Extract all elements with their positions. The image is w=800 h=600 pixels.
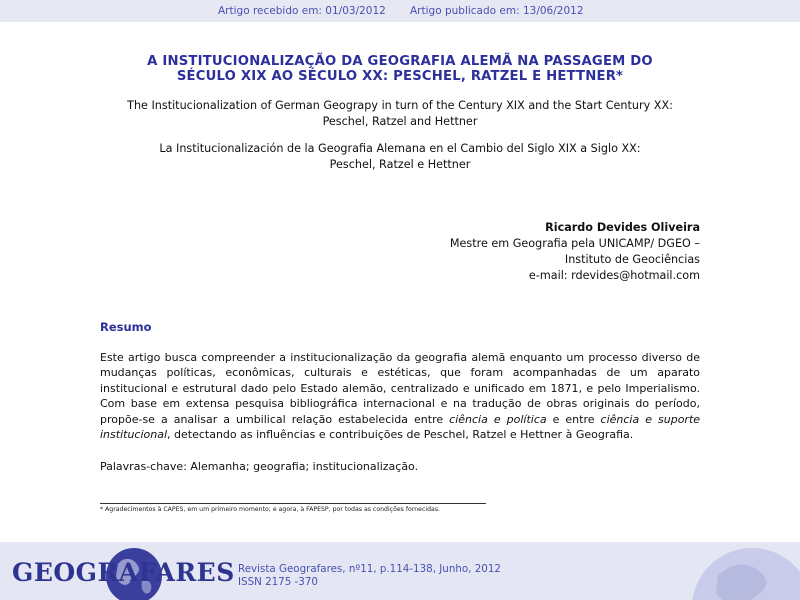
article-title [100,54,700,84]
globe-decoration-icon [688,546,800,600]
subtitle-en-line-2: Peschel, Ratzel and Hettner [322,115,478,128]
abstract-text [100,350,700,442]
title-line-1: A INSTITUCIONALIZAÇÃO DA GEOGRAFIA ALEMÃ NA PASSAGEM DO [147,54,653,69]
abstract-part-3: , detectando as influências e contribuições de Peschel, Ratzel e Hettner à Geografia. [167,428,634,442]
received-date: Artigo recebido em: 01/03/2012 [218,5,386,17]
journal-logo: GEOGRAFARES [12,558,235,587]
footnote-divider [100,503,486,504]
subtitle-en-line-1: The Institucionalization of German Geograpy in turn of the Century XIX and the Start Century XX: [127,99,673,112]
subtitle-es-line-2: Peschel, Ratzel e Hettner [329,158,471,171]
published-date: Artigo publicado em: 13/06/2012 [410,5,584,17]
footer-bar [0,542,800,600]
footnote: * Agradecimentos à CAPES, em um primeiro momento; e agora, à FAPESP, por todas as condições fornecidas. [100,506,441,513]
abstract-emphasis-2: ciência e suporte institucional [100,412,701,442]
abstract-part-2: e entre [546,412,601,426]
subtitle-spanish [90,141,710,173]
keywords: Palavras-chave: Alemanha; geografia; institucionalização. [100,460,419,473]
subtitle-english [90,98,710,130]
abstract-part-1: Este artigo busca compreender a institucionalização da geografia alemã enquanto um processo diverso de mudanças políticas, econômicas, culturais e estéticas, que foram acompanhadas de um aparato institucional e estrutural dado pelo Estado alemão, centralizado e unificado em 1871, e pelo Imperialismo. Com base em extensa pesquisa bibliográfica internacional e na tradução de obras originais do período, propõe-se a analisar a umbilical relação estabelecida entre [100,351,700,426]
journal-citation: Revista Geografares, nº11, p.114-138, Junho, 2012 [238,563,501,575]
abstract-heading: Resumo [100,320,152,334]
author-affiliation-2: Instituto de Geociências [564,253,700,266]
abstract-emphasis-1: ciência e política [449,412,547,426]
author-block [300,220,700,284]
author-affiliation-1: Mestre em Geografia pela UNICAMP/ DGEO – [449,237,700,250]
header-bar [0,0,800,22]
author-email: e-mail: rdevides@hotmail.com [528,269,700,282]
title-line-2: SÉCULO XIX AO SÉCULO XX: PESCHEL, RATZEL E HETTNER* [176,69,624,84]
subtitle-es-line-1: La Institucionalización de la Geografia Alemana en el Cambio del Siglo XIX a Siglo XX: [159,142,641,155]
author-name: Ricardo Devides Oliveira [545,221,700,234]
journal-issn: ISSN 2175 -370 [238,576,318,588]
